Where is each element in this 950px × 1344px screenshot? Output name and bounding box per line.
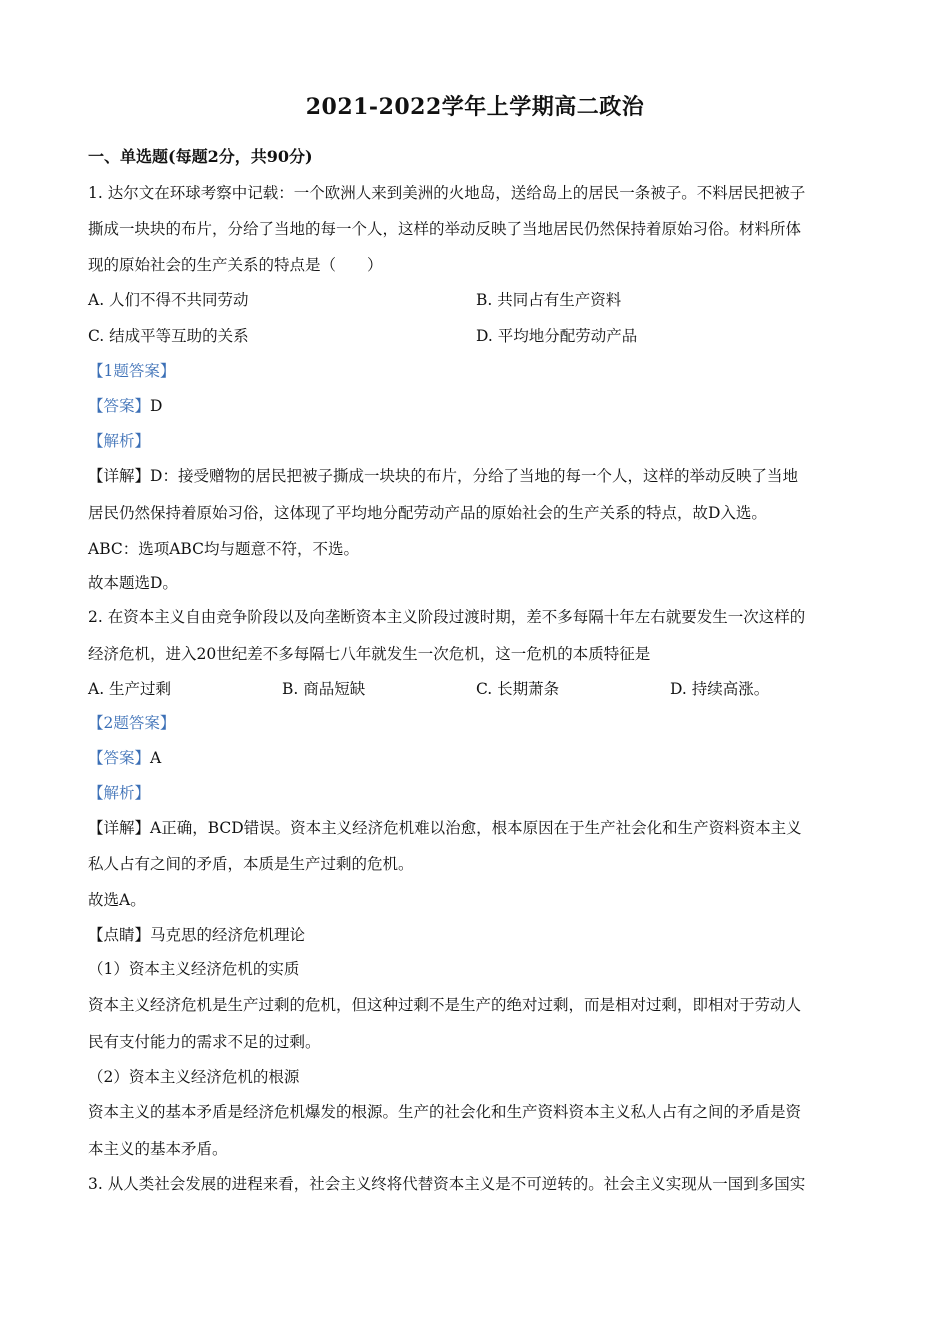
q2-tip1-heading: （1）资本主义经济危机的实质 <box>88 960 300 978</box>
q2-conclusion: 故选A。 <box>88 891 146 909</box>
q2-analysis-label: 【解析】 <box>88 784 151 802</box>
q2-tip-line <box>88 924 868 946</box>
q2-tip2-line-1: 资本主义的基本矛盾是经济危机爆发的根源。生产的社会化和生产资料资本主义私人占有之间的矛盾是资 <box>88 1103 802 1121</box>
q2-detail-line-1 <box>88 817 868 839</box>
q2-detail-label: 【详解】 <box>88 819 151 837</box>
q2-tip2-line-2: 本主义的基本矛盾。 <box>88 1140 228 1158</box>
q1-stem-line-2: 撕成一块块的布片，分给了当地的每一个人，这样的举动反映了当地居民仍然保持着原始习俗。材料所体 <box>88 220 802 238</box>
q1-detail-text-1: D：接受赠物的居民把被子撕成一块块的布片，分给了当地的每一个人，这样的举动反映了当地 <box>150 467 798 485</box>
q1-abc-line: ABC：选项ABC均与题意不符，不选。 <box>88 540 359 558</box>
q2-answer-line <box>88 747 868 769</box>
page-title: 2021-2022学年上学期高二政治 <box>305 94 645 120</box>
q1-conclusion: 故本题选D。 <box>88 574 178 592</box>
q2-tip1-line-2: 民有支付能力的需求不足的过剩。 <box>88 1033 321 1051</box>
q2-answer-value: A <box>150 749 162 767</box>
q2-detail-line-2: 私人占有之间的矛盾，本质是生产过剩的危机。 <box>88 855 414 873</box>
q1-detail-line-1 <box>88 465 868 487</box>
q1-analysis-label: 【解析】 <box>88 432 151 450</box>
q1-option-c: C. 结成平等互助的关系 <box>88 327 249 345</box>
q2-answer-label: 【答案】 <box>88 749 151 767</box>
q1-stem-line-3: 现的原始社会的生产关系的特点是（ ） <box>88 256 383 274</box>
q1-detail-line-2: 居民仍然保持着原始习俗，这体现了平均地分配劳动产品的原始社会的生产关系的特点，故D入选。 <box>88 504 767 522</box>
q1-detail-label: 【详解】 <box>88 467 151 485</box>
q2-tip2-heading: （2）资本主义经济危机的根源 <box>88 1068 300 1086</box>
q3-stem-line-1: 3. 从人类社会发展的进程来看，社会主义终将代替资本主义是不可逆转的。社会主义实现从一国到多国实 <box>88 1175 806 1193</box>
q2-answer-header: 【2题答案】 <box>88 714 176 732</box>
q2-option-b: B. 商品短缺 <box>282 680 366 698</box>
q1-answer-label: 【答案】 <box>88 397 151 415</box>
q2-tip-title: 马克思的经济危机理论 <box>150 926 306 944</box>
q1-stem-line-1: 1. 达尔文在环球考察中记载：一个欧洲人来到美洲的火地岛，送给岛上的居民一条被子。不料居民把被子 <box>88 184 806 202</box>
q2-stem-line-1: 2. 在资本主义自由竞争阶段以及向垄断资本主义阶段过渡时期，差不多每隔十年左右就要发生一次这样的 <box>88 608 806 626</box>
q1-answer-value: D <box>150 397 163 415</box>
q2-tip-label: 【点睛】 <box>88 926 151 944</box>
q2-stem-line-2: 经济危机，进入20世纪差不多每隔七八年就发生一次危机，这一危机的本质特征是 <box>88 645 651 663</box>
q1-option-d: D. 平均地分配劳动产品 <box>476 327 638 345</box>
q1-answer-line <box>88 395 868 417</box>
section-heading: 一、单选题(每题2分，共90分) <box>88 147 313 166</box>
q2-tip1-line-1: 资本主义经济危机是生产过剩的危机，但这种过剩不是生产的绝对过剩，而是相对过剩，即相对于劳动人 <box>88 996 802 1014</box>
q2-detail-text-1: A正确，BCD错误。资本主义经济危机难以治愈，根本原因在于生产社会化和生产资料资本主义 <box>150 819 802 837</box>
q2-option-c: C. 长期萧条 <box>476 680 560 698</box>
q1-answer-header: 【1题答案】 <box>88 362 176 380</box>
q1-option-a: A. 人们不得不共同劳动 <box>88 291 249 309</box>
q2-option-a: A. 生产过剩 <box>88 680 172 698</box>
q2-option-d: D. 持续高涨。 <box>670 680 770 698</box>
q1-option-b: B. 共同占有生产资料 <box>476 291 622 309</box>
